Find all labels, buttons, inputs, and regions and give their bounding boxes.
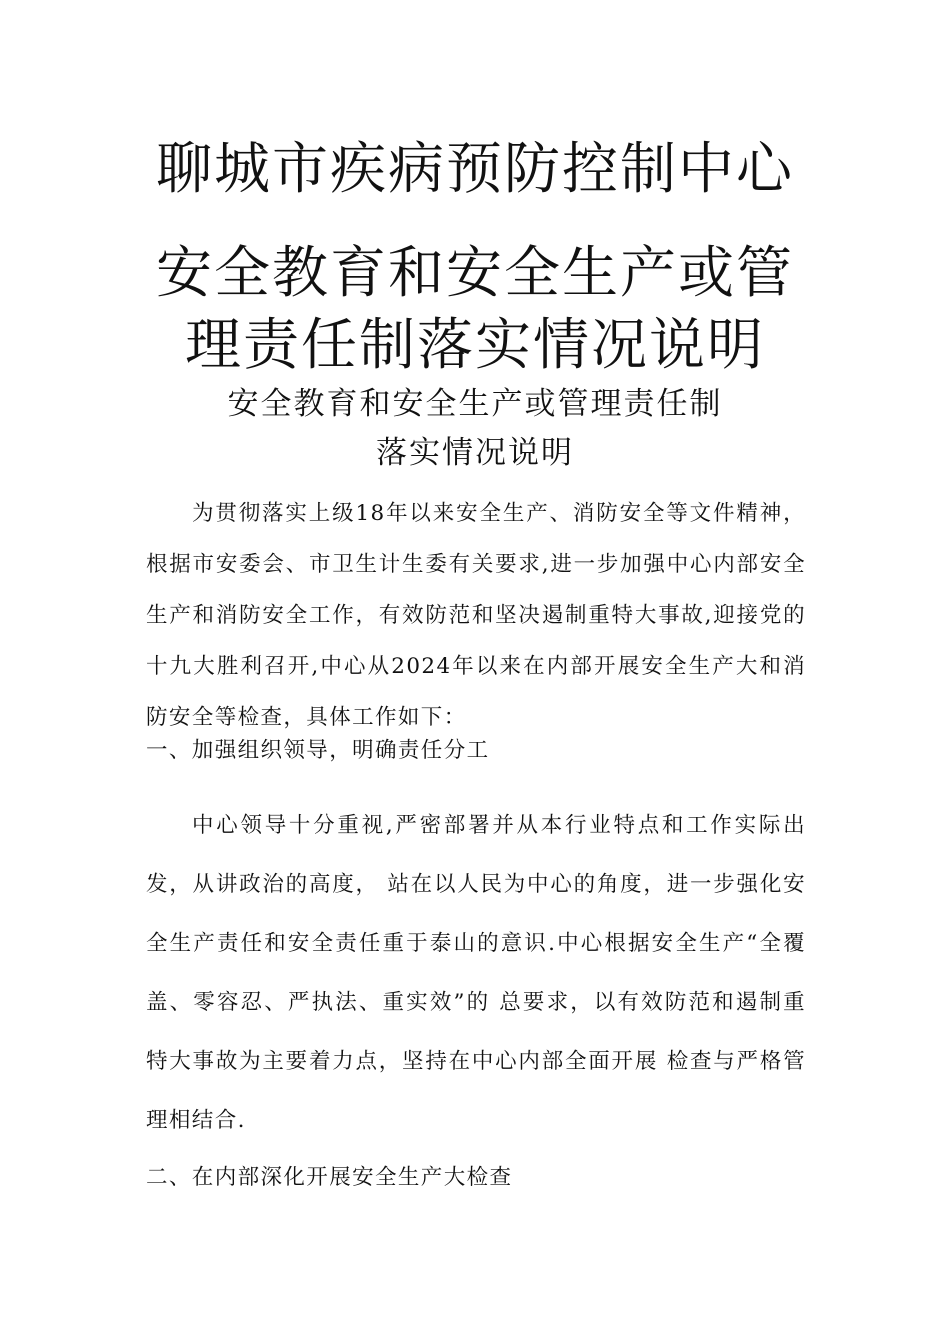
section-heading-1: 一、加强组织领导，明确责任分工 [146, 738, 490, 763]
section-heading-2: 二、在内部深化开展安全生产大检查 [146, 1165, 513, 1190]
intro-paragraph: 为贯彻落实上级18年以来安全生产、消防安全等文件精神，根据市安委会、市卫生计生委有关要求,进一步加强中心内部安全生产和消防安全工作，有效防范和坚决遏制重特大事故,迎接党的十九大胜利召开,中心从2024年以来在内部开展安全生产大和消防安全等检查，具体工作如下： [146, 501, 806, 730]
section-1-paragraph: 中心领导十分重视,严密部署并从本行业特点和工作实际出发，从讲政治的高度， 站在以人民为中心的角度，进一步强化安全生产责任和安全责任重于泰山的意识.中心根据安全生产“全覆盖、零容忍、严执法、重实效”的 总要求，以有效防范和遏制重特大事故为主要着力点，坚持在中心内部全面开展 检查与严格管理相结合. [146, 813, 806, 1133]
document-subtitle-line-1: 安全教育和安全生产或管理责任制 [227, 386, 723, 422]
document-subtitle-line-2: 落实情况说明 [376, 435, 574, 471]
document-title-line-1: 聊城市疾病预防控制中心 [156, 137, 794, 202]
document-title-line-2: 安全教育和安全生产或管 [156, 241, 794, 306]
document-title-line-3: 理责任制落实情况说明 [185, 313, 765, 378]
